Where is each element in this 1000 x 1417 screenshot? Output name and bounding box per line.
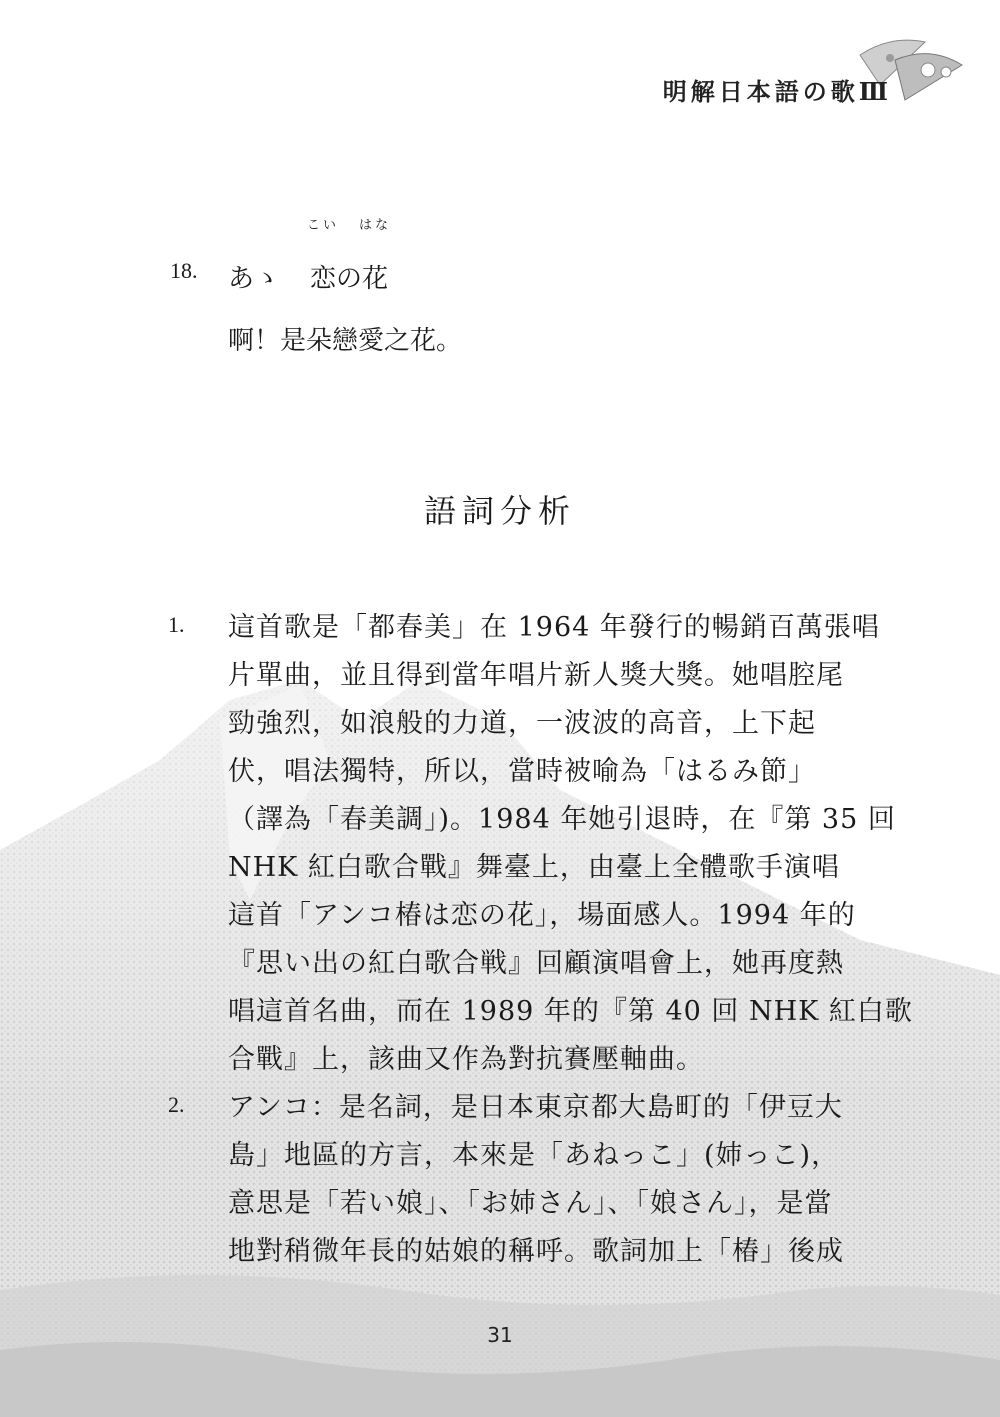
- book-title: 明解日本語の歌Ⅲ: [662, 77, 892, 106]
- text-line: アンコ：是名詞，是日本東京都大島町的「伊豆大: [228, 1092, 843, 1123]
- text-line: 島」地區的方言，本來是「あねっこ」(姉っこ)，: [228, 1140, 840, 1171]
- text-line: 意思是「若い娘」、「お姉さん」、「娘さん」，是當: [228, 1188, 833, 1219]
- text-line: 片單曲，並且得到當年唱片新人獎大獎。她唱腔尾: [228, 660, 844, 691]
- text-line: 勁強烈，如浪般的力道，一波波的高音，上下起: [228, 708, 816, 739]
- text-line: 這首歌是「都春美」在 1964 年發行的暢銷百萬張唱: [228, 612, 880, 643]
- text-line: 合戰』上，該曲又作為對抗賽壓軸曲。: [228, 1044, 704, 1075]
- text-line: 唱這首名曲，而在 1989 年的『第 40 回 NHK 紅白歌: [228, 996, 913, 1027]
- lyric-translation: 啊！是朵戀愛之花。: [228, 326, 463, 356]
- item-text: [228, 604, 913, 1084]
- text-line: 伏，唱法獨特，所以，當時被喻為「はるみ節」: [228, 756, 816, 787]
- analysis-list: [168, 604, 913, 1276]
- lyric-number: 18.: [170, 258, 198, 283]
- lyric-segment: の: [336, 264, 363, 294]
- lyric-segment: あゝ: [228, 264, 281, 294]
- lyric-segment: はな 花: [362, 236, 388, 295]
- page-number: 31: [487, 1323, 513, 1347]
- text-line: NHK 紅白歌合戰』舞臺上，由臺上全體歌手演唱: [228, 852, 840, 883]
- item-number: 1.: [168, 612, 185, 637]
- section-heading: 語詞分析: [423, 492, 576, 530]
- furigana: こい: [307, 218, 340, 233]
- text-line: 這首「アンコ椿は恋の花」，場面感人。1994 年的: [228, 900, 856, 931]
- text-line: 地對稍微年長的姑娘的稱呼。歌詞加上「椿」後成: [228, 1236, 844, 1267]
- text-line: 『思い出の紅白歌合戦』回顧演唱會上，她再度熱: [228, 948, 844, 979]
- furigana: はな: [359, 218, 392, 233]
- analysis-item: [168, 604, 913, 1084]
- item-text: [228, 1084, 868, 1276]
- analysis-item: [168, 1084, 868, 1276]
- item-number: 2.: [168, 1092, 185, 1117]
- text-line: （譯為「春美調」)。1984 年她引退時，在『第 35 回: [228, 804, 896, 835]
- lyric-segment: こい 恋: [310, 236, 336, 295]
- lyric-text: [228, 218, 392, 295]
